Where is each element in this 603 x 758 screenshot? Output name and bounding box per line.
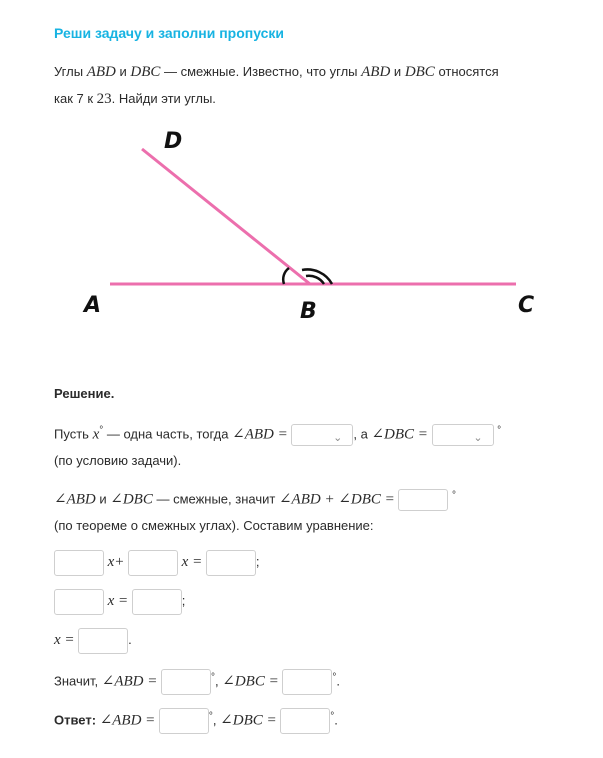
abd-parts-select[interactable] bbox=[291, 424, 353, 446]
eq1-coef-1-input[interactable] bbox=[54, 550, 104, 576]
chevron-down-icon: ⌄ bbox=[473, 431, 483, 444]
answer-abd-input[interactable] bbox=[159, 708, 209, 734]
equation-2: x = ; bbox=[54, 588, 185, 615]
abd-value-input[interactable] bbox=[161, 669, 211, 695]
label-c: C bbox=[518, 293, 535, 318]
problem-line-2: как 7 к 23. Найди эти углы. bbox=[54, 91, 216, 107]
label-b: B bbox=[300, 299, 317, 324]
label-a: A bbox=[84, 293, 102, 318]
chevron-down-icon: ⌄ bbox=[333, 431, 343, 444]
task-title: Реши задачу и заполни пропуски bbox=[54, 25, 285, 41]
solution-line-3: ∠ABD и ∠DBC — смежные, значит ∠ABD + ∠DBC = ° bbox=[54, 485, 456, 511]
answer-dbc-input[interactable] bbox=[280, 708, 330, 734]
equation-1: x+ x = ; bbox=[54, 549, 259, 576]
solution-line-4: (по теореме о смежных углах). Составим уравнение: bbox=[54, 518, 374, 533]
eq1-coef-2-input[interactable] bbox=[128, 550, 178, 576]
label-d: D bbox=[164, 129, 183, 154]
solution-line-1: Пусть x° — одна часть, тогда ∠ABD = ⌄ , а ∠DBC = ⌄ ° bbox=[54, 420, 501, 446]
problem-line-1: Углы ABD и DBC — смежные. Известно, что углы ABD и DBC относятся bbox=[54, 64, 499, 80]
eq2-coef-input[interactable] bbox=[54, 589, 104, 615]
arc-abd bbox=[283, 268, 289, 284]
sum-angles-input[interactable] bbox=[398, 489, 448, 511]
eq2-result-input[interactable] bbox=[132, 589, 182, 615]
solution-line-2: (по условию задачи). bbox=[54, 453, 182, 468]
dbc-parts-select[interactable] bbox=[432, 424, 494, 446]
eq1-result-input[interactable] bbox=[206, 550, 256, 576]
equation-3: x = . bbox=[54, 627, 132, 654]
answer-line: Ответ: ∠ABD = °, ∠DBC = °. bbox=[54, 704, 338, 734]
adjacent-angles-figure bbox=[70, 120, 550, 330]
dbc-value-input[interactable] bbox=[282, 669, 332, 695]
eq3-result-input[interactable] bbox=[78, 628, 128, 654]
solution-heading: Решение. bbox=[54, 386, 115, 401]
conclusion-line: Значит, ∠ABD = °, ∠DBC = °. bbox=[54, 665, 340, 695]
ray-bd bbox=[142, 149, 310, 284]
